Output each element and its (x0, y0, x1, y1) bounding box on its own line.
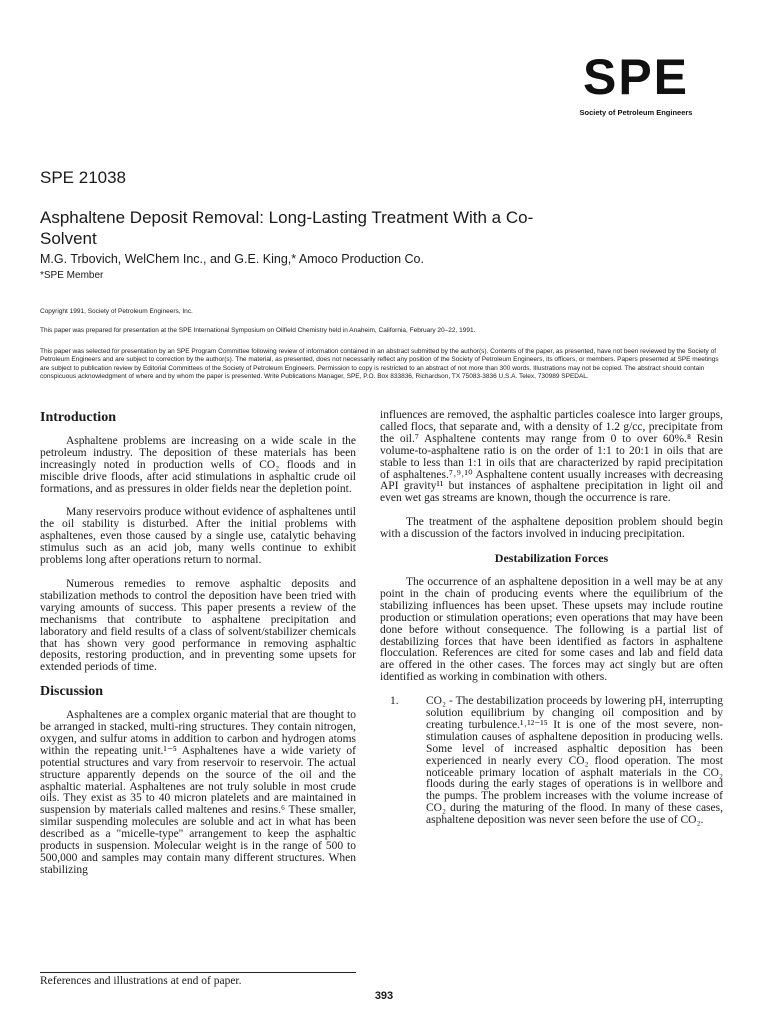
right-paragraph-1: influences are removed, the asphaltic particles coalesce into larger groups, called flocs, that separate and, with a density of 1.2 g/cc, precipitate from the oil.⁷ Asphaltene contents may range from 0 to over 60%.⁸ Resin volume-to-asphaltene ratio is on the order of 1:1 to 20:1 in oils that are stable to less than 1:1 in oils that are characterized by rapid precipitation of asphaltenes.⁷˒⁹˒¹⁰ Asphaltene content usually increases with decreasing API gravity¹¹ but instances of asphaltene precipitation in light oil and even wet gas streams are known, though the occurrence is rare. (380, 409, 723, 505)
page-number: 393 (374, 990, 394, 1002)
copyright-notice: Copyright 1991, Society of Petroleum Engineers, Inc. (40, 308, 193, 315)
discussion-heading: Discussion (40, 684, 104, 700)
right-paragraph-2: The treatment of the asphaltene deposition problem should begin with a discussion of the factors involved in inducing precipitation. (380, 516, 723, 541)
item-number: 1. (390, 695, 399, 708)
selection-notice: This paper was selected for presentation by an SPE Program Committee following review of information contained in an abstract submitted by the author(s). Contents of the paper, as presented, have not been reviewed by the Society of Petroleum Engineers and are subject to correction by the author(s). The material, as presented, does not necessarily reflect any position of the Society of Petroleum Engineers, its officers, or members. Papers presented at SPE meetings are subject to publication review by Editorial Committees of the Society of Petroleum Engineers. Permission to copy is restricted to an abstract of not more than 300 words. Illustrations may not be copied. The abstract should contain conspicuous acknowledgment of where and by whom the paper is presented. Write Publications Manager, SPE, P.O. Box 833836, Richardson, TX 75083-3836 U.S.A. Telex, 730989 SPEDAL. (40, 348, 719, 381)
footnote: References and illustrations at end of paper. (40, 975, 242, 987)
footnote-divider (40, 972, 356, 973)
spe-logo-subtitle: Society of Petroleum Engineers (579, 108, 693, 117)
item-text: CO₂ - The destabilization proceeds by lowering pH, interrupting solution equilibrium by changing oil composition and by creating turbulence.¹˒¹²⁻¹⁵ It is one of the most severe, non-stimulation causes of asphaltene deposition in producing wells. Some level of increased asphaltic deposition has been experienced in nearly every CO₂ flood operation. The most noticeable primary location of asphalt materials in the CO₂ floods during the early stages of operations is in wellbore and the pumps. The problem increases with the volume increase of CO₂ during the maturing of the flood. In many of these cases, asphaltene deposition was never seen before the use of CO₂. (426, 695, 723, 827)
left-column (40, 410, 356, 889)
spe-logo-mark: SPE (582, 49, 690, 105)
member-note: *SPE Member (40, 270, 104, 281)
intro-paragraph-3: Numerous remedies to remove asphaltic deposits and stabilization methods to control the deposition have been tried with varying amounts of success. This paper presents a review of the mechanisms that contribute to asphaltene precipitation and laboratory and field results of a class of solvent/stabilizer chemicals that has shown very good performance in removing asphaltic deposits, restoring production, and in preventing some upsets for extended periods of time. (40, 577, 356, 674)
paper-number: SPE 21038 (40, 168, 127, 187)
intro-paragraph-2: Many reservoirs produce without evidence of asphaltenes until the oil stability is disturbed. After the initial problems with asphaltenes, even those caused by a single use, catalytic behaving stimulus such as an acid job, many wells continue to exhibit problems long after operations return to normal. (40, 506, 356, 567)
presentation-notice: This paper was prepared for presentation at the SPE International Symposium on Oilfield Chemistry held in Anaheim, California, February 20–22, 1991. (40, 327, 476, 334)
numbered-item-1 (380, 696, 723, 827)
destabilization-forces-heading: Destabilization Forces (494, 551, 609, 566)
paper-title: Asphaltene Deposit Removal: Long-Lasting Treatment With a Co-Solvent (40, 208, 534, 248)
right-column (380, 410, 723, 827)
introduction-heading: Introduction (40, 410, 116, 425)
intro-paragraph-1: Asphaltene problems are increasing on a wide scale in the petroleum industry. The deposition of these materials has been increasingly noted in production wells of CO₂ floods and in miscible drive floods, after acid stimulations in asphaltic crude oil formations, and as pressures in older fields near the depletion point. (40, 434, 356, 495)
discussion-paragraph-1: Asphaltenes are a complex organic material that are thought to be arranged in stacked, multi-ring structures. They contain nitrogen, oxygen, and sulfur atoms in addition to carbon and hydrogen atoms within the repeating unit.¹⁻⁵ Asphaltenes have a wide variety of potential structures and vary from reservoir to reservoir. The actual structure apparently depends on the source of the oil and the asphaltic material. Asphaltenes are not truly soluble in most crude oils. They exist as 35 to 40 micron platelets and are maintained in suspension by materials called maltenes and resins.⁶ These smaller, similar suspending molecules are soluble and act in what has been described as a "micelle-type" arrangement to keep the asphaltic products in suspension. Molecular weight is in the range of 500 to 500,000 and samples may contain many different structures. When stabilizing (40, 709, 356, 876)
right-paragraph-3: The occurrence of an asphaltene deposition in a well may be at any point in the chain of producing events where the equilibrium of the stabilizing influences has been upset. These upsets may include routine production or stimulation operations; even operations that may have been done before without consequence. The following is a partial list of destabilizing forces that have been identified as factors in asphaltene flocculation. References are cited for some cases and lab and field data are offered in the other cases. The forces may act singly but are often identified as working in combination with others. (380, 575, 723, 684)
authors: M.G. Trbovich, WelChem Inc., and G.E. King,* Amoco Production Co. (40, 252, 424, 266)
spe-logo (560, 49, 712, 117)
